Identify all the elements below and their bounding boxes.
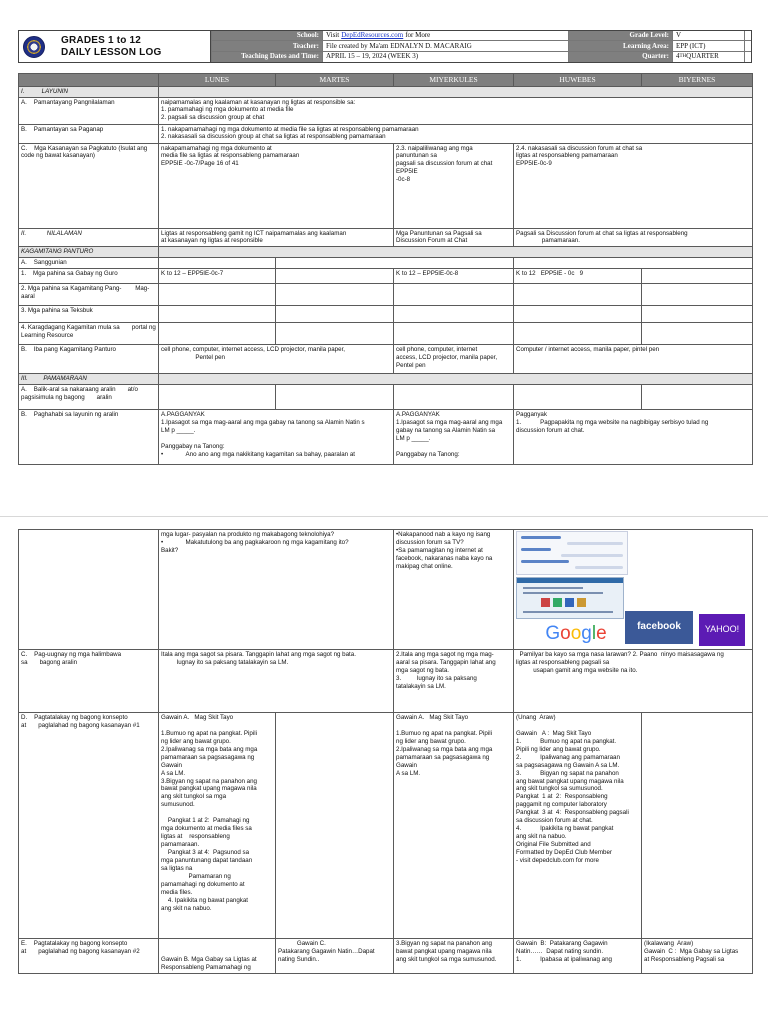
cell-iba-miyerkules: cell phone, computer, internet access, LCD projector, manila paper, Pentel pen [394, 345, 514, 374]
label-teksbuk: 3. Mga pahina sa Teksbuk [19, 306, 159, 323]
row-paganap [19, 124, 753, 143]
cell-iba-huwebes: Computer / internet access, manila paper, pintel pen [514, 345, 753, 374]
quarter-spacer [744, 52, 751, 62]
cell-teks-lunes [159, 306, 276, 323]
cell-paghahabi-huwebes: Pagganyak 1. Pagpapakita ng mga website na nagbibigay serbisyo tulad ng discussion forum at chat. [514, 410, 753, 465]
lesson-log-table-page-2 [18, 529, 753, 974]
page-1 [0, 0, 768, 490]
cell-gabay-guro-martes [276, 269, 394, 284]
cell-balik-lunes [159, 385, 276, 410]
area-label: Learning Area: [568, 41, 672, 51]
cell-paghahabi-cont-lunes: mga lugar- pasyalan na produkto ng makabagong teknolohiya? • Makatutulong ba ang pagkakaroon ng mga kagamitang ito? Bakit? [159, 530, 394, 650]
label-iba-pang-kagamitan: B. Iba pang Kagamitang Panturo [19, 345, 159, 374]
row-pangnilalaman [19, 97, 753, 124]
school-pre-text: Visit [326, 31, 340, 40]
cell-lr-biyernes [642, 323, 753, 345]
row-learning-resource [19, 323, 753, 345]
header-info-grid [211, 31, 751, 62]
area-spacer [744, 41, 751, 51]
cell-teks-biyernes [642, 306, 753, 323]
cell-iba-lunes: cell phone, computer, internet access, LCD projector, manila paper, Pentel pen [159, 345, 394, 374]
cell-pagtatalakay-2-biyernes: (Ikalawang Araw) Gawain C : Mga Gabay sa Ligtas at Responsableng Pagsali sa [642, 939, 753, 974]
label-balik-aral: A. Balik-aral sa nakaraang aralin at/o pagsisimula ng bagong aralin [19, 385, 159, 410]
label-kasanayan: C. Mga Kasanayan sa Pagkatuto (Isulat ang code ng bawat kasanayan) [19, 143, 159, 228]
cell-gabay-guro-miyerkules: K to 12 – EPP5IE-0c-8 [394, 269, 514, 284]
cell-paghahabi-cont-huwebes [514, 530, 753, 650]
depedresources-link[interactable]: DepEdResources.com [341, 31, 404, 40]
cell-paghahabi-lunes: A.PAGGANYAK 1.Ipasagot sa mga mag-aaral ang mga gabay na tanong sa Alamin Natin s LM p _____. Panggabay na Tanong: • Ano ano ang mga nakikitang kagamitan sa bahay, paaralan at [159, 410, 394, 465]
row-iba-pang-kagamitan [19, 345, 753, 374]
quarter-label: Quarter: [568, 52, 672, 62]
day-header-miyerkules: MIYERKULES [394, 74, 514, 87]
title-line-2: DAILY LESSON LOG [61, 46, 162, 58]
cell-pagtatalakay-1-huwebes: (Unang Araw) Gawain A : Mag Skit Tayo 1. Bumuo ng apat na pangkat. Pipili ng lider ang bawat grupo. 2. Ipaliwanag ang pamamaraan sa pagsasagawa ng Gawain A sa LM. 3. Bigyan ng sapat na panahon ang bawat pangkat upang magawa nila ang skit tungkol sa sumusunod. Pangkat 1 at 2: Responsableng paggamit ng computer laboratory Pangkat 3 at 4: Responsableng pagsali sa discussion forum at chat. 4. Ipakikita ng bawat pangkat ang skit na nabuo. Original File Submitted and Formatted by DepEd Club Member - visit depedclub.com for more [514, 713, 642, 939]
label-pag-uugnay: C. Pag-uugnay ng mga halimbawa sa bagong aralin [19, 650, 159, 713]
teacher-value: File created by Ma'am EDNALYN D. MACARAIG [322, 41, 568, 51]
cell-pagtatalakay-2-lunes: Gawain B. Mga Gabay sa Ligtas at Responsableng Pamamahagi ng [159, 939, 276, 974]
day-header-row [19, 74, 753, 87]
row-kasanayan [19, 143, 753, 228]
quarter-value: 4 TH QUARTER [672, 52, 744, 62]
cell-ka-huwebes [514, 284, 642, 306]
row-pagtatalakay-2 [19, 939, 753, 974]
row-layunin [19, 86, 753, 97]
grade-label: Grade Level: [568, 31, 672, 41]
cell-nilalaman-lunes: Ligtas at responsableng gamit ng ICT naipamamalas ang kaalaman at kasanayan ng ligtas at responsible [159, 228, 394, 247]
website-logos-collage [516, 531, 746, 648]
cell-ka-miyerkules [394, 284, 514, 306]
cell-gabay-guro-lunes: K to 12 – EPP5IE-0c-7 [159, 269, 276, 284]
day-header-biyernes: BIYERNES [642, 74, 753, 87]
cell-pagtatalakay-2-miyerkules: 3.Bigyan ng sapat na panahon ang bawat pangkat upang magawa nila ang skit tungkol sa mga sumusunod. [394, 939, 514, 974]
row-pag-uugnay [19, 650, 753, 713]
cell-ka-lunes [159, 284, 276, 306]
cell-teks-huwebes [514, 306, 642, 323]
area-value: EPP (ICT) [672, 41, 744, 51]
cell-lr-huwebes [514, 323, 642, 345]
cell-layunin [159, 86, 753, 97]
facebook-logo: facebook [625, 611, 693, 644]
dll-header [18, 30, 752, 63]
day-header-lunes: LUNES [159, 74, 276, 87]
label-learning-resource: 4. Karagdagang Kagamitan mula sa portal ng Learning Resource [19, 323, 159, 345]
cell-balik-martes [276, 385, 394, 410]
forum-screenshot-image [516, 577, 624, 619]
row-paghahabi [19, 410, 753, 465]
day-header-huwebes: HUWEBES [514, 74, 642, 87]
cell-ka-martes [276, 284, 394, 306]
yahoo-logo: YAHOO! [699, 614, 745, 646]
cell-pagtatalakay-2-huwebes: Gawain B: Patakarang Gagawin Natin…… Dapat nating sundin. 1. Ipabasa at ipaliwanag ang [514, 939, 642, 974]
chat-screenshot-image [516, 531, 628, 575]
school-post-text: for More [405, 31, 431, 40]
cell-balik-miyerkules [394, 385, 514, 410]
cell-nilalaman-huwebes: Pagsali sa Discussion forum at chat sa ligtas at responsableng pamamaraan. [514, 228, 753, 247]
cell-nilalaman-miyerkules: Mga Panuntunan sa Pagsali sa Discussion Forum at Chat [394, 228, 514, 247]
cell-paganap: 1. nakapamamahagi ng mga dokumento at media file sa ligtas at responsableng pamamaraan 2. nakasasali sa discussion group at chat sa ligtas at responsableng pamamaraan [159, 124, 753, 143]
row-gabay-guro [19, 269, 753, 284]
cell-pangnilalaman: naipamamalas ang kaalaman at kasanayan ng ligtas at responsible sa: 1. pamamahagi ng mga dokumento at media file 2. pagsali sa discussion group at chat [159, 97, 753, 124]
dates-value: APRIL 15 – 19, 2024 (WEEK 3) [322, 52, 568, 62]
label-pagtatalakay-1: D. Pagtatalakay ng bagong konsepto at paglalahad ng bagong kasanayan #1 [19, 713, 159, 939]
cell-kasanayan-miyerkules: 2.3. naipaliliwanag ang mga panuntunan sa pagsali sa discussion forum at chat EPP5IE -0c-8 [394, 143, 514, 228]
school-label: School: [211, 31, 322, 41]
label-sanggunian: A. Sanggunian [19, 258, 159, 269]
row-teksbuk [19, 306, 753, 323]
grade-spacer [744, 31, 751, 41]
label-pamamaraan: III. PAMAMARAAN [19, 374, 159, 385]
label-kagamitan: KAGAMITANG PANTURO [19, 247, 159, 258]
cell-pag-uugnay-huwebes: Pamilyar ba kayo sa mga nasa larawan? 2. Paano ninyo maisasagawa ng ligtas at responsableng pagsali sa usapan gamit ang mga website na ito. [514, 650, 753, 713]
row-kagamitan [19, 247, 753, 258]
dates-label: Teaching Dates and Time: [211, 52, 322, 62]
cell-lr-martes [276, 323, 394, 345]
page-2 [0, 516, 768, 1024]
cell-kasanayan-lunes: nakapamamahagi ng mga dokumento at media file sa ligtas at responsableng pamamaraan EPP5IE -0c-7/Page 16 of 41 [159, 143, 394, 228]
label-nilalaman: II. NILALAMAN [19, 228, 159, 247]
cell-sanggunian-martes [276, 258, 514, 269]
label-paghahabi-cont [19, 530, 159, 650]
label-layunin: I. LAYUNIN [19, 86, 159, 97]
cell-gabay-guro-biyernes [642, 269, 753, 284]
cell-sanggunian-huwebes [514, 258, 753, 269]
google-logo: Google [542, 621, 610, 647]
school-value [322, 31, 568, 41]
cell-pagtatalakay-1-martes [276, 713, 394, 939]
row-balik-aral [19, 385, 753, 410]
page-gap [0, 490, 768, 516]
cell-pamamaraan [159, 374, 753, 385]
cell-paghahabi-miyerkules: A.PAGGANYAK 1.Ipasagot sa mga mag-aaral ang mga gabay na tanong sa Alamin Natin sa LM p _____. Panggabay na Tanong: [394, 410, 514, 465]
row-pagtatalakay-1 [19, 713, 753, 939]
cell-kagamitan [159, 247, 753, 258]
grade-value: V [672, 31, 744, 41]
cell-pagtatalakay-1-lunes: Gawain A. Mag Skit Tayo 1.Bumuo ng apat na pangkat. Pipili ng lider ang bawat grupo. 2.Ipaliwanag sa mga bata ang mga pamamaraan sa pagsasagawa ng Gawain A sa LM. 3.Bigyan ng sapat na panahon ang bawat pangkat upang magawa nila ang skit tungkol sa mga sumusunod. Pangkat 1 at 2: Pamahagi ng mga dokumento at media files sa ligtas at responsableng pamamaraan. Pangkat 3 at 4: Pagsunod sa mga panuntunang dapat tandaan sa ligtas na Pamamaran ng pamamahagi ng dokumento at media files. 4. Ipakikita ng bawat pangkat ang skit na nabuo. [159, 713, 276, 939]
label-paganap: B. Pamantayan sa Paganap [19, 124, 159, 143]
label-gabay-guro: 1. Mga pahina sa Gabay ng Guro [19, 269, 159, 284]
label-kagamitang-mag-aaral: 2. Mga pahina sa Kagamitang Pang- Mag-aaral [19, 284, 159, 306]
row-kagamitang-mag-aaral [19, 284, 753, 306]
lesson-log-table-page-1 [18, 73, 753, 465]
cell-balik-huwebes [514, 385, 642, 410]
title-line-1: GRADES 1 to 12 [61, 34, 142, 46]
document-title [61, 35, 161, 59]
cell-kasanayan-huwebes: 2.4. nakasasali sa discussion forum at chat sa ligtas at responsableng pamamaraan EPP5IE-0c-9 [514, 143, 753, 228]
cell-ka-biyernes [642, 284, 753, 306]
cell-pagtatalakay-1-biyernes [642, 713, 753, 939]
row-paghahabi-cont [19, 530, 753, 650]
row-sanggunian [19, 258, 753, 269]
cell-teks-martes [276, 306, 394, 323]
cell-balik-biyernes [642, 385, 753, 410]
header-blank [19, 74, 159, 87]
cell-sanggunian-lunes [159, 258, 276, 269]
day-header-martes: MARTES [276, 74, 394, 87]
cell-teks-miyerkules [394, 306, 514, 323]
cell-lr-lunes [159, 323, 276, 345]
cell-lr-miyerkules [394, 323, 514, 345]
cell-paghahabi-cont-miyerkules: •Nakapanood nab a kayo ng isang discussion forum sa TV? •Sa pamamagitan ng internet at facebook, nakaranas naba kayo na makipag chat online. [394, 530, 514, 650]
cell-pag-uugnay-lunes: Itala ang mga sagot sa pisara. Tanggapin lahat ang mga sagot ng bata. Iugnay ito sa paksang tatalakayin sa LM. [159, 650, 394, 713]
row-pamamaraan [19, 374, 753, 385]
deped-seal-icon [23, 36, 45, 58]
label-pangnilalaman: A. Pamantayang Pangnilalaman [19, 97, 159, 124]
cell-gabay-guro-huwebes: K to 12 EPP5IE - 0c 9 [514, 269, 642, 284]
row-nilalaman [19, 228, 753, 247]
label-paghahabi: B. Paghahabi sa layunin ng aralin [19, 410, 159, 465]
header-title-block [19, 31, 211, 62]
cell-pag-uugnay-miyerkules: 2.Itala ang mga sagot ng mga mag- aaral sa pisara. Tanggapin lahat ang mga sagot ng bata. 3. Iugnay ito sa paksang tatalakayin sa LM. [394, 650, 514, 713]
cell-pagtatalakay-1-miyerkules: Gawain A. Mag Skit Tayo 1.Bumuo ng apat na pangkat. Pipili ng lider ang bawat grupo. 2.Ipaliwanag sa mga bata ang mga pamamaraan sa pagsasagawa ng Gawain A sa LM. [394, 713, 514, 939]
cell-pagtatalakay-2-martes: Gawain C. Patakarang Gagawin Natin…Dapat nating Sundin.. [276, 939, 394, 974]
label-pagtatalakay-2: E. Pagtatalakay ng bagong konsepto at paglalahad ng bagong kasanayan #2 [19, 939, 159, 974]
teacher-label: Teacher: [211, 41, 322, 51]
